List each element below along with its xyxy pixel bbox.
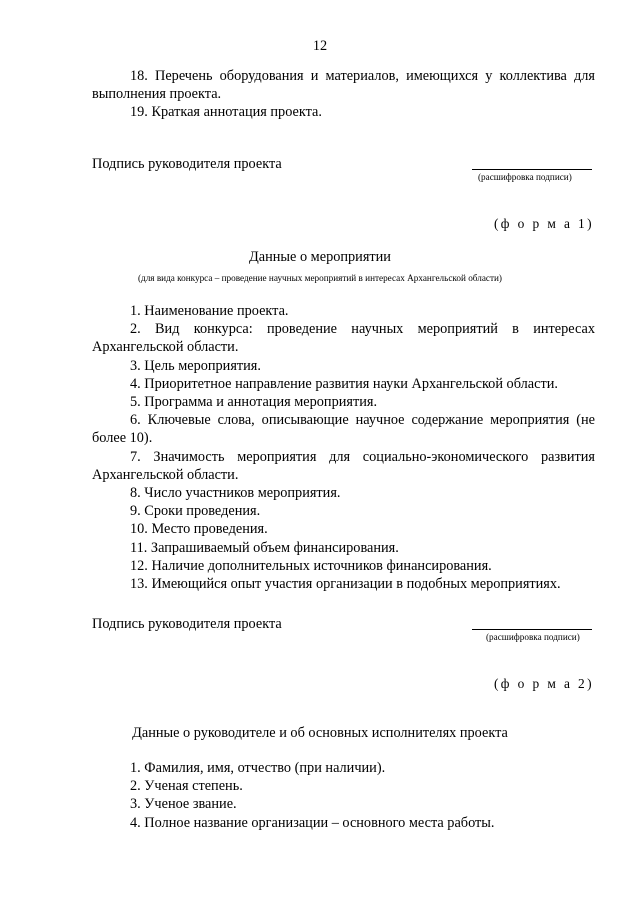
- signature-hint: (расшифровка подписи): [478, 172, 572, 182]
- list-item: 18. Перечень оборудования и материалов, имеющихся у коллектива для выполнения проекта.: [92, 68, 595, 103]
- list-item: 11. Запрашиваемый объем финансирования.: [130, 539, 399, 556]
- list-item: 5. Программа и аннотация мероприятия.: [130, 394, 378, 411]
- list-item: 19. Краткая аннотация проекта.: [130, 104, 322, 121]
- signature-label: Подпись руководителя проекта: [92, 616, 282, 632]
- signature-line: [472, 169, 592, 170]
- list-item: 10. Место проведения.: [130, 521, 268, 538]
- list-item: 3. Цель мероприятия.: [130, 357, 261, 374]
- signature-hint: (расшифровка подписи): [486, 632, 580, 642]
- list-item: 7. Значимость мероприятия для социально-экономического развития Архангельской области.: [92, 448, 595, 483]
- signature-label: Подпись руководителя проекта: [92, 156, 282, 172]
- section-title: Данные о руководителе и об основных исполнителях проекта: [132, 725, 508, 741]
- list-item: 9. Сроки проведения.: [130, 503, 261, 520]
- form-label: (ф о р м а 2): [493, 676, 594, 691]
- list-item: 8. Число участников мероприятия.: [130, 485, 341, 502]
- page-number: 12: [312, 38, 328, 54]
- signature-line: [472, 629, 592, 630]
- section-subtitle: (для вида конкурса – проведение научных мероприятий в интересах Архангельской области): [137, 273, 502, 283]
- list-item: 12. Наличие дополнительных источников финансирования.: [130, 557, 492, 574]
- list-item: 4. Полное название организации – основного места работы.: [130, 814, 495, 831]
- list-item: 1. Фамилия, имя, отчество (при наличии).: [130, 760, 386, 776]
- list-item: 3. Ученое звание.: [130, 796, 237, 813]
- list-item: 6. Ключевые слова, описывающие научное содержание мероприятия (не более 10).: [92, 412, 595, 447]
- form1-list: [92, 302, 595, 593]
- form2-list: [92, 759, 595, 832]
- form-label: (ф о р м а 1): [493, 216, 594, 231]
- list-item: 4. Приоритетное направление развития науки Архангельской области.: [130, 375, 558, 392]
- list-item: 2. Ученая степень.: [130, 778, 243, 795]
- top-list: [92, 67, 595, 122]
- list-item: 2. Вид конкурса: проведение научных мероприятий в интересах Архангельской области.: [92, 321, 595, 356]
- section-title: Данные о мероприятии: [249, 249, 391, 265]
- list-item: 13. Имеющийся опыт участия организации в подобных мероприятиях.: [130, 576, 561, 593]
- list-item: 1. Наименование проекта.: [130, 303, 289, 319]
